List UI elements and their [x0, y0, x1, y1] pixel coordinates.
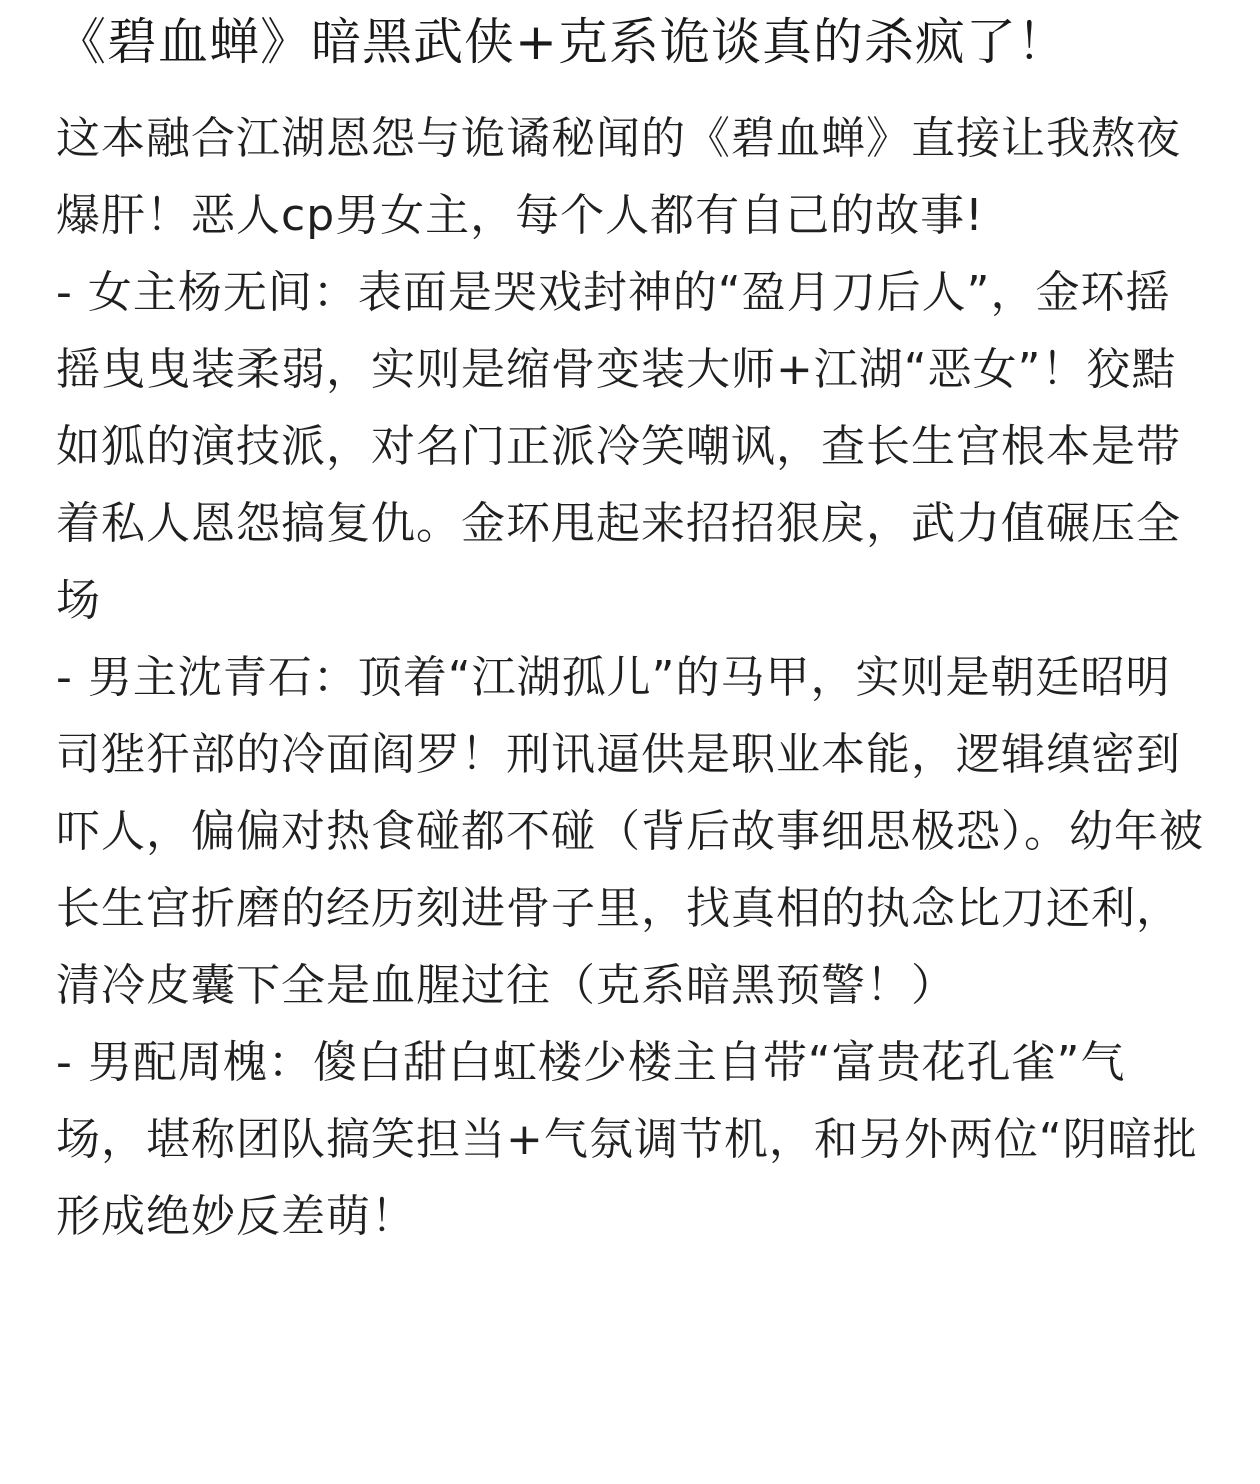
heroine-paragraph: - 女主杨无间：表面是哭戏封神的“盈月刀后人”，金环摇摇曳曳装柔弱，实则是缩骨变装大师+江湖“恶女”！狡黠如狐的演技派，对名门正派冷笑嘲讽，查长生宫根本是带着私人恩怨搞复仇。金环甩起来招招狠戾，武力值碾压全场 [56, 267, 1181, 626]
post-content [56, 0, 1206, 1255]
bottom-fade-overlay [0, 1394, 1260, 1484]
hero-paragraph: - 男主沈青石：顶着“江湖孤儿”的马甲，实则是朝廷昭明司狴犴部的冷面阎罗！刑讯逼供是职业本能，逻辑缜密到吓人，偏偏对热食碰都不碰（背后故事细思极恐）。幼年被长生宫折磨的经历刻进骨子里，找真相的执念比刀还利，清冷皮囊下全是血腥过往（克系暗黑预警！） [56, 652, 1204, 1011]
post-title: 《碧血蝉》暗黑武侠+克系诡谈真的杀疯了！ [56, 13, 1068, 71]
post-body [56, 100, 1206, 1255]
intro-paragraph: 这本融合江湖恩怨与诡谲秘闻的《碧血蝉》直接让我熬夜爆肝！恶人cp男女主，每个人都有自己的故事! [56, 113, 1181, 241]
supporting-role-paragraph: - 男配周槐：傻白甜白虹楼少楼主自带“富贵花孔雀”气场，堪称团队搞笑担当+气氛调节机，和另外两位“阴暗批 形成绝妙反差萌！ [56, 1037, 1198, 1242]
